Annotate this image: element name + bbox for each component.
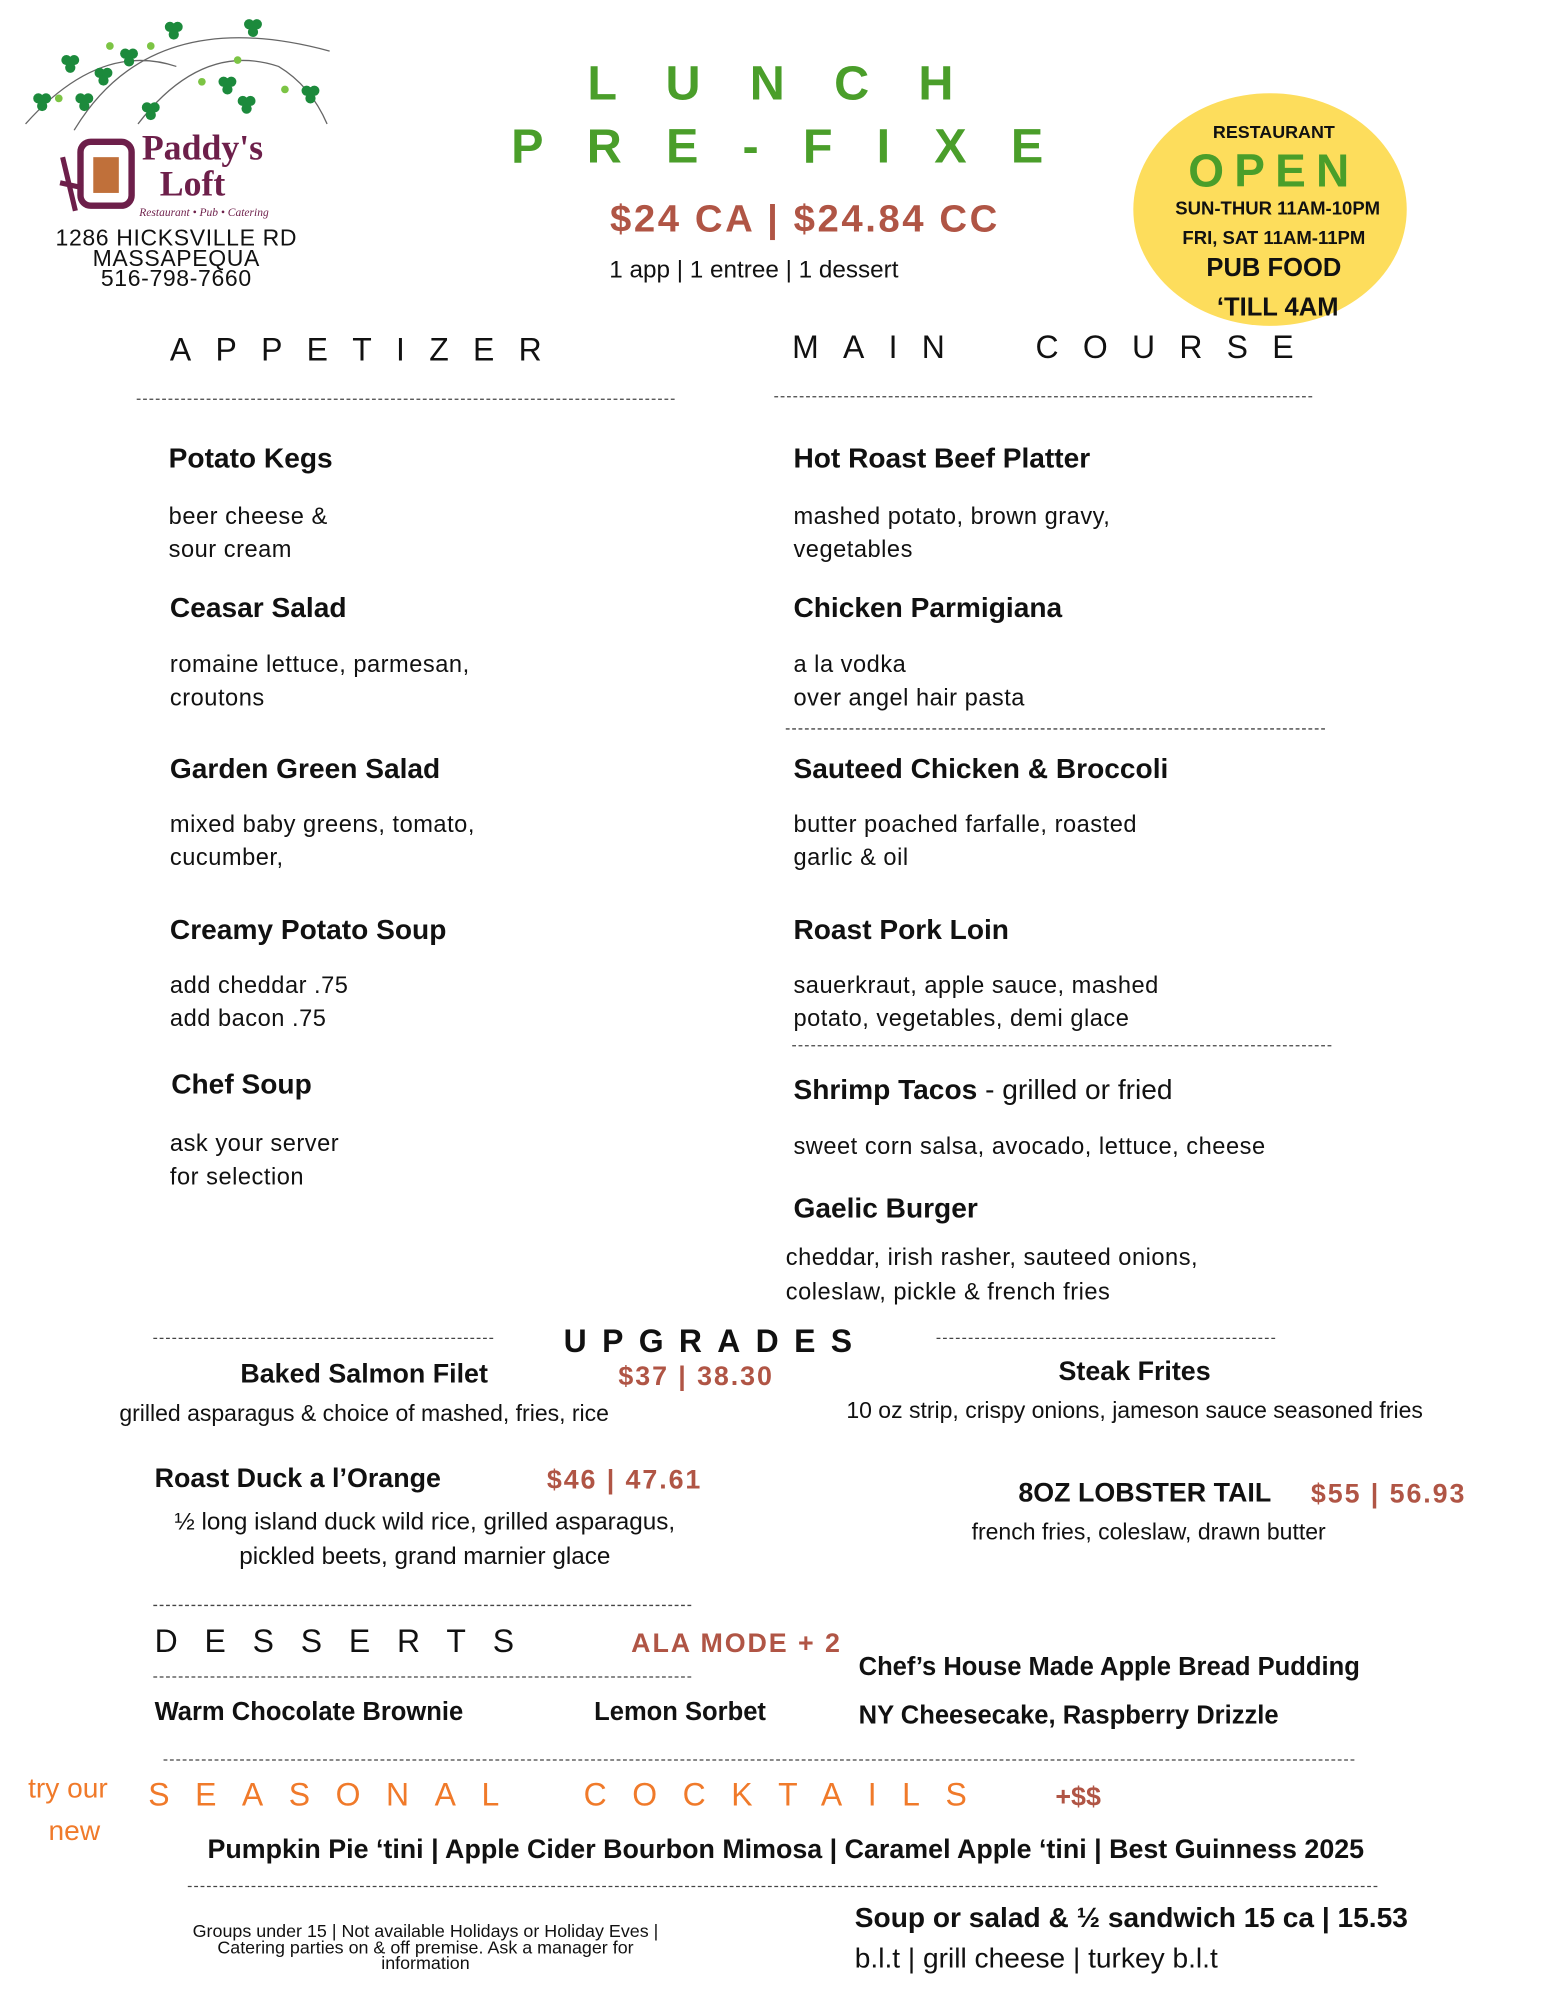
divider (153, 1676, 691, 1677)
paddys-loft-logo: Paddy's Loft Restaurant • Pub • Catering (57, 132, 293, 224)
appetizer-name: Garden Green Salad (169, 752, 441, 785)
main-course-heading: MAIN COURSE (792, 329, 1318, 366)
upgrade-price: $46 | 47.61 (546, 1465, 703, 1495)
open-text: OPEN (1188, 144, 1360, 197)
divider (786, 728, 1325, 729)
main-desc: sauerkraut, apple sauce, mashed potato, vegetables, demi glace (793, 971, 1159, 1032)
divider (164, 1759, 1355, 1760)
main-desc: butter poached farfalle, roasted garlic & oil (793, 810, 1138, 871)
dessert-item: Warm Chocolate Brownie (154, 1698, 464, 1727)
upgrade-desc: grilled asparagus & choice of mashed, fries, rice (119, 1400, 609, 1426)
upgrade-name: Baked Salmon Filet (240, 1359, 488, 1389)
dessert-item: Chef’s House Made Apple Bread Pudding (858, 1653, 1360, 1682)
appetizer-name: Ceasar Salad (169, 591, 347, 624)
ala-mode-price: ALA MODE + 2 (631, 1629, 842, 1659)
divider (153, 1605, 691, 1606)
cocktail-list: Pumpkin Pie ‘tini | Apple Cider Bourbon Mimosa | Caramel Apple ‘tini | Best Guinness 2025 (207, 1834, 1365, 1865)
appetizer-heading: APPETIZER (169, 332, 566, 368)
main-name: Gaelic Burger (793, 1192, 978, 1225)
address-city: MASSAPEQUA (92, 245, 261, 271)
dessert-item: Lemon Sorbet (594, 1698, 766, 1727)
divider (153, 1338, 493, 1339)
main-name: Hot Roast Beef Platter (793, 442, 1091, 475)
upgrade-name: Roast Duck a l’Orange (154, 1464, 441, 1494)
main-desc: sweet corn salsa, avocado, lettuce, cheese (793, 1132, 1266, 1159)
prefixe-includes: 1 app | 1 entree | 1 dessert (609, 256, 899, 284)
appetizer-desc: add cheddar .75 add bacon .75 (169, 971, 349, 1032)
address-street: 1286 HICKSVILLE RD (55, 224, 298, 251)
main-name-suffix: - grilled or fried (977, 1073, 1173, 1106)
divider (937, 1338, 1276, 1339)
appetizer-name: Creamy Potato Soup (169, 913, 447, 946)
prefixe-price: $24 CA | $24.84 CC (610, 198, 1000, 241)
try-our-text: try our (28, 1772, 108, 1805)
main-desc: a la vodka over angel hair pasta (793, 650, 1025, 711)
divider (774, 396, 1312, 397)
main-name: Roast Pork Loin (793, 913, 1009, 946)
phone-number: 516-798-7660 (100, 265, 252, 292)
fireplace-icon (57, 132, 146, 219)
upgrades-heading: UPGRADES (563, 1323, 868, 1360)
appetizer-desc: beer cheese & sour cream (168, 502, 328, 563)
divider (137, 399, 675, 400)
main-name: Shrimp Tacos (793, 1073, 978, 1106)
main-item-shrimp-tacos (793, 1073, 1172, 1106)
dessert-item: NY Cheesecake, Raspberry Drizzle (858, 1701, 1279, 1731)
appetizer-name: Potato Kegs (168, 442, 333, 475)
main-desc: mashed potato, brown gravy, vegetables (793, 502, 1111, 563)
footer-note: Groups under 15 | Not available Holidays or Holiday Eves | Catering parties on & off premise. Ask a manager for information (192, 1920, 659, 1973)
pub-food-text: PUB FOOD (1206, 254, 1342, 283)
hours-label: RESTAURANT (1212, 121, 1335, 142)
address (36, 224, 317, 292)
sandwich-options: b.l.t | grill cheese | turkey b.l.t (854, 1942, 1218, 1975)
desserts-heading: DESSERTS (154, 1623, 541, 1660)
appetizer-desc: romaine lettuce, parmesan, croutons (169, 650, 470, 711)
appetizer-desc: ask your server for selection (169, 1129, 340, 1190)
seasonal-cocktails-heading: SEASONAL COCKTAILS (148, 1777, 993, 1814)
main-name: Sauteed Chicken & Broccoli (793, 752, 1169, 785)
upgrade-price: $55 | 56.93 (1310, 1479, 1467, 1509)
soup-sandwich-special: Soup or salad & ½ sandwich 15 ca | 15.53 (854, 1901, 1408, 1934)
new-text: new (48, 1814, 101, 1847)
upgrade-desc: french fries, coleslaw, drawn butter (971, 1519, 1326, 1545)
title-lunch: L U N C H (587, 57, 972, 112)
title-prefixe: P R E - F I X E (511, 120, 1059, 174)
cocktails-extra-price: +$$ (1055, 1782, 1101, 1812)
upgrade-name: Steak Frites (1058, 1356, 1211, 1387)
upgrade-price: $37 | 38.30 (618, 1362, 774, 1392)
hours-sun-thur: SUN-THUR 11AM-10PM (1175, 199, 1381, 220)
upgrade-desc: ½ long island duck wild rice, grilled asparagus, pickled beets, grand marnier glace (174, 1508, 676, 1571)
upgrade-name: 8OZ LOBSTER TAIL (1018, 1478, 1272, 1508)
divider (792, 1045, 1331, 1046)
appetizer-name: Chef Soup (171, 1068, 312, 1101)
upgrade-desc: 10 oz strip, crispy onions, jameson sauce seasoned fries (846, 1397, 1423, 1424)
hours-fri-sat: FRI, SAT 11AM-11PM (1182, 228, 1366, 250)
appetizer-desc: mixed baby greens, tomato, cucumber, (169, 810, 475, 871)
divider (188, 1886, 1378, 1887)
shamrock-garland-icon (23, 15, 336, 130)
pub-food-hours: ‘TILL 4AM (1216, 293, 1339, 322)
main-desc: cheddar, irish rasher, sauteed onions, coleslaw, pickle & french fries (785, 1243, 1199, 1305)
main-name: Chicken Parmigiana (793, 591, 1063, 624)
